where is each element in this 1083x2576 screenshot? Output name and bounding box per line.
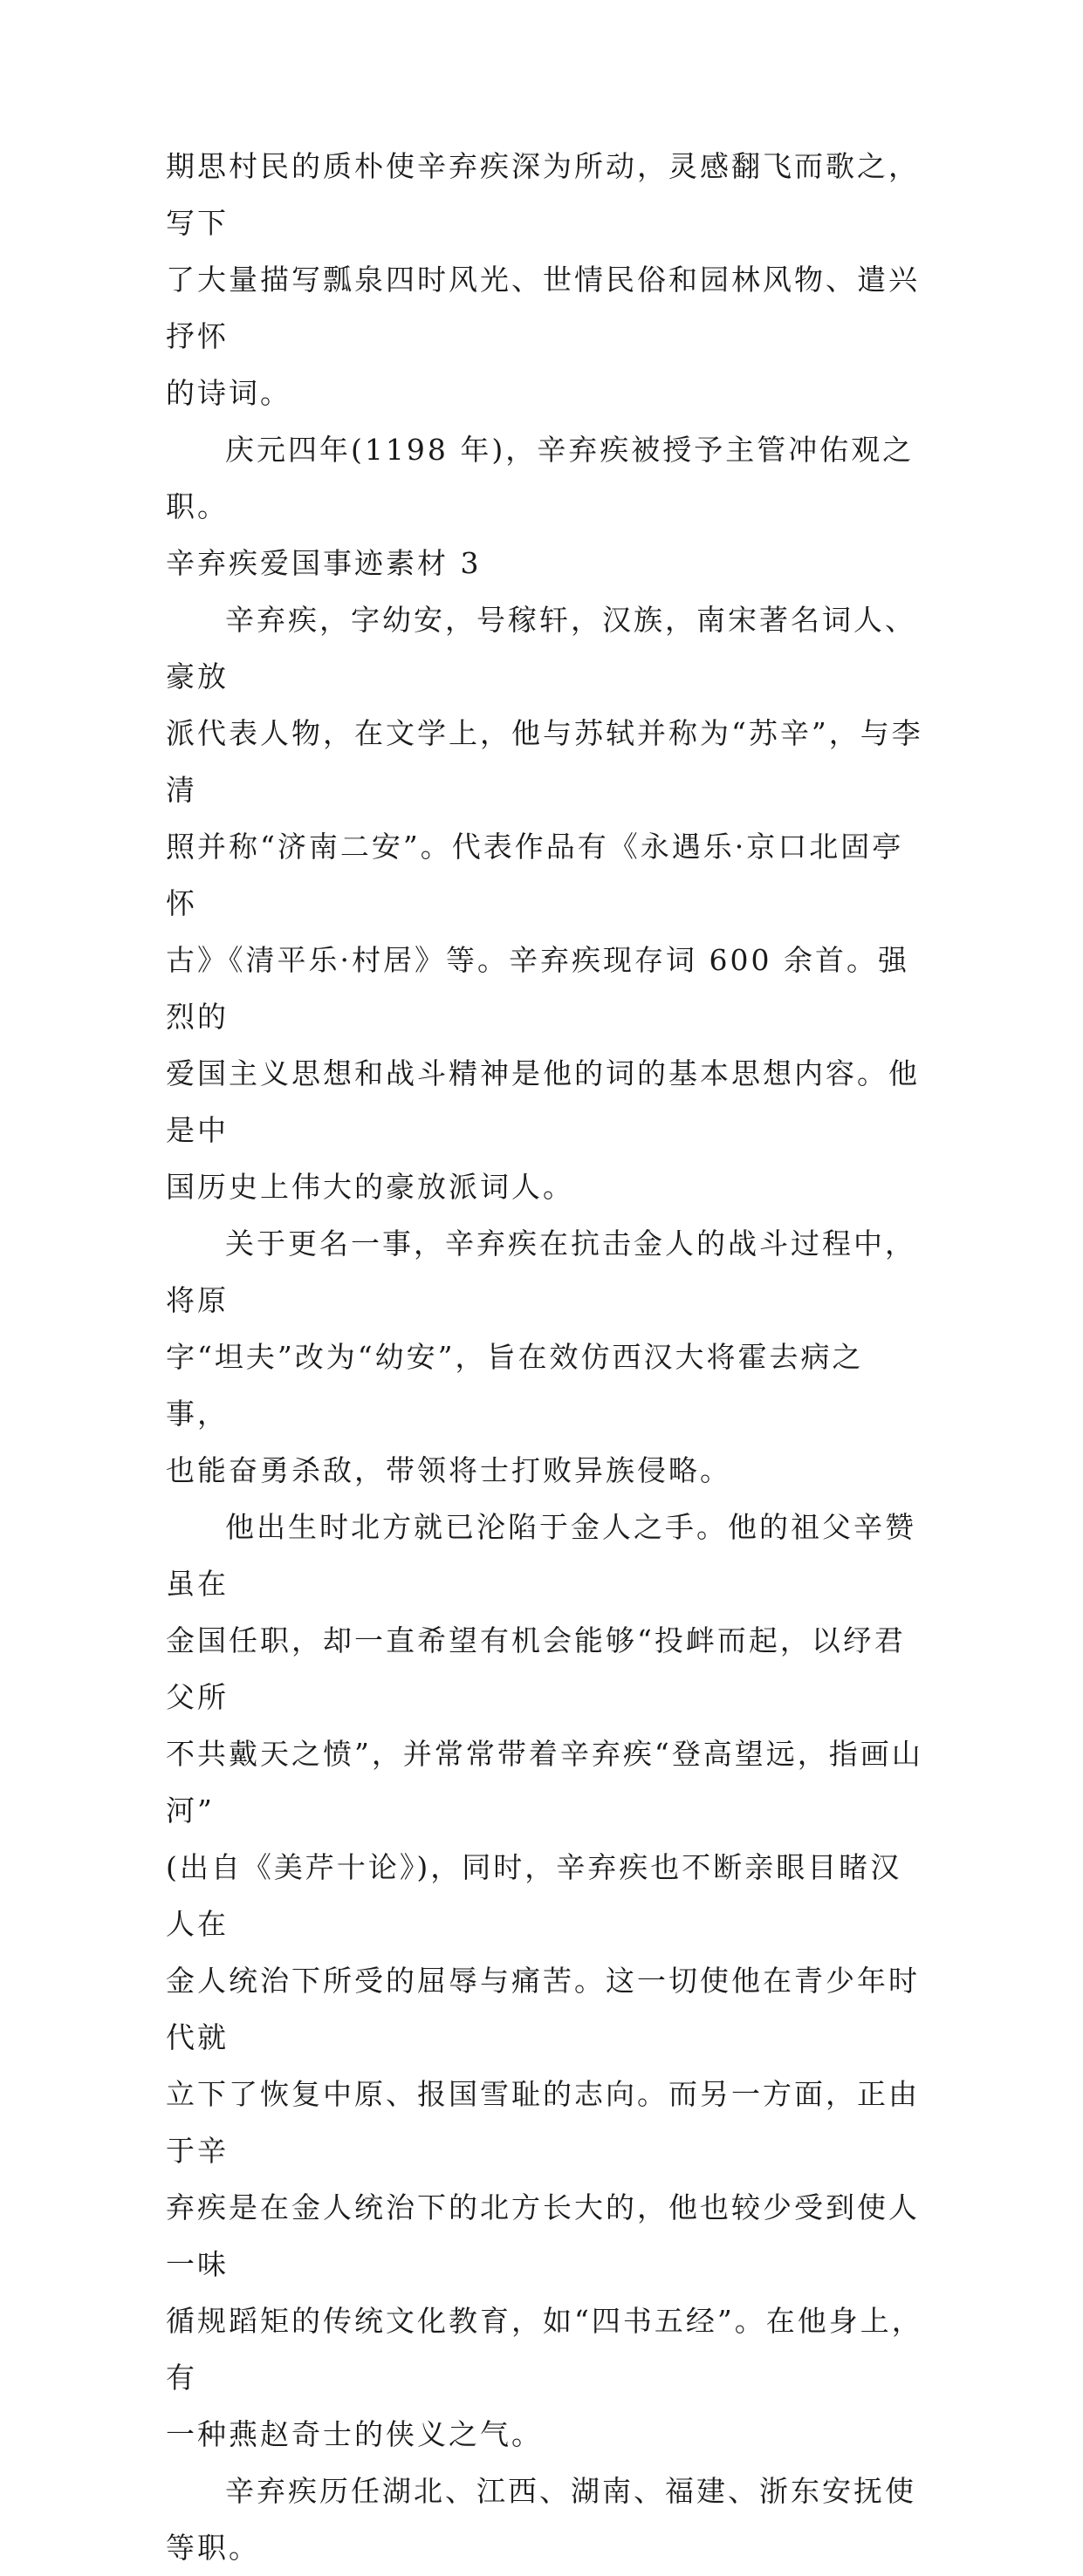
line: 爱国主义思想和战斗精神是他的词的基本思想内容。他是中 <box>166 1056 920 1147</box>
paragraph-1 <box>166 138 925 421</box>
line: 的诗词。 <box>166 376 291 410</box>
line: 弃疾是在金人统治下的北方长大的，他也较少受到使人一味 <box>166 2190 920 2281</box>
line: (出自《美芹十论》)，同时，辛弃疾也不断亲眼目睹汉人在 <box>166 1850 902 1941</box>
line: 他出生时北方就已沦陷于金人之手。他的祖父辛赞虽在 <box>166 1510 916 1601</box>
paragraph-3 <box>166 591 925 1215</box>
section-title: 辛弃疾爱国事迹素材 3 <box>166 546 482 580</box>
line: 不共戴天之愤”，并常常带着辛弃疾“登高望远，指画山河” <box>166 1737 923 1828</box>
line: 期思村民的质朴使辛弃疾深为所动，灵感翻飞而歌之，写下 <box>166 149 920 240</box>
line: 古》《清平乐·村居》等。辛弃疾现存词 600 余首。强烈的 <box>166 943 909 1034</box>
document-text <box>166 138 925 2576</box>
line: 关于更名一事，辛弃疾在抗击金人的战斗过程中，将原 <box>166 1227 916 1317</box>
line: 派代表人物，在文学上，他与苏轼并称为“苏辛”，与李清 <box>166 716 923 807</box>
line: 金人统治下所受的屈辱与痛苦。这一切使他在青少年时代就 <box>166 1964 920 2054</box>
line: 立下了恢复中原、报国雪耻的志向。而另一方面，正由于辛 <box>166 2077 920 2168</box>
line: 照并称“济南二安”。代表作品有《永遇乐·京口北固亭怀 <box>166 830 904 920</box>
paragraph-5 <box>166 1499 925 2463</box>
paragraph-2 <box>166 421 925 535</box>
line: 辛弃疾，字幼安，号稼轩，汉族，南宋著名词人、豪放 <box>166 603 916 694</box>
line: 循规蹈矩的传统文化教育，如“四书五经”。在他身上，有 <box>166 2304 923 2395</box>
line: 字“坦夫”改为“幼安”，旨在效仿西汉大将霍去病之事， <box>166 1340 864 1431</box>
line: 国历史上伟大的豪放派词人。 <box>166 1170 574 1204</box>
line: 庆元四年(1198 年)，辛弃疾被授予主管冲佑观之职。 <box>166 433 915 523</box>
line: 一种燕赵奇士的侠义之气。 <box>166 2417 543 2451</box>
line: 也能奋勇杀敌，带领将士打败异族侵略。 <box>166 1453 731 1487</box>
paragraph-4 <box>166 1215 925 1499</box>
paragraph-6 <box>166 2463 925 2576</box>
line: 金国任职，却一直希望有机会能够“投衅而起，以纾君父所 <box>166 1623 906 1714</box>
line: 辛弃疾历任湖北、江西、湖南、福建、浙东安抚使等职。 <box>166 2474 916 2565</box>
line: 了大量描写瓢泉四时风光、世情民俗和园林风物、遣兴抒怀 <box>166 263 920 353</box>
